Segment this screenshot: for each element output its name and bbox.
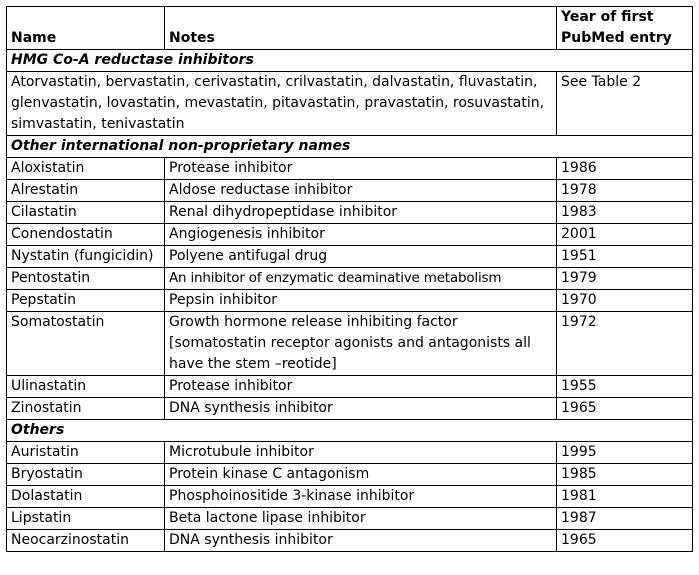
notes-cell: Beta lactone lipase inhibitor: [165, 508, 557, 530]
notes-cell: Protein kinase C antagonism: [165, 464, 557, 486]
name-cell: Conendostatin: [7, 224, 165, 246]
year-cell: 2001: [557, 224, 693, 246]
name-cell: Lipstatin: [7, 508, 165, 530]
table-row: [7, 464, 693, 486]
header-year: Year of first PubMed entry: [557, 7, 693, 50]
year-cell: 1995: [557, 442, 693, 464]
notes-cell: Angiogenesis inhibitor: [165, 224, 557, 246]
table-row: [7, 158, 693, 180]
table-row: [7, 180, 693, 202]
notes-cell: DNA synthesis inhibitor: [165, 398, 557, 420]
table-row: [7, 312, 693, 376]
table-row: [7, 508, 693, 530]
name-cell: Pentostatin: [7, 268, 165, 290]
notes-cell: Polyene antifugal drug: [165, 246, 557, 268]
year-cell: 1970: [557, 290, 693, 312]
header-name: Name: [7, 7, 165, 50]
notes-cell: Protease inhibitor: [165, 376, 557, 398]
year-cell: 1986: [557, 158, 693, 180]
name-cell: Neocarzinostatin: [7, 530, 165, 552]
name-cell: Somatostatin: [7, 312, 165, 376]
notes-cell: Protease inhibitor: [165, 158, 557, 180]
notes-cell: Microtubule inhibitor: [165, 442, 557, 464]
section-heading-row: [7, 50, 693, 72]
table-row: [7, 486, 693, 508]
section-title: HMG Co-A reductase inhibitors: [7, 50, 693, 72]
statin-names-table: [6, 6, 693, 552]
notes-cell: Aldose reductase inhibitor: [165, 180, 557, 202]
year-cell: 1985: [557, 464, 693, 486]
year-cell: 1983: [557, 202, 693, 224]
table-row: [7, 246, 693, 268]
name-cell: Auristatin: [7, 442, 165, 464]
name-cell: Dolastatin: [7, 486, 165, 508]
name-cell: Alrestatin: [7, 180, 165, 202]
section-heading-row: [7, 136, 693, 158]
section-title: Others: [7, 420, 693, 442]
table-row: [7, 72, 693, 136]
table-row: [7, 224, 693, 246]
year-cell: 1965: [557, 398, 693, 420]
name-cell: Pepstatin: [7, 290, 165, 312]
table-row: [7, 442, 693, 464]
year-cell: 1965: [557, 530, 693, 552]
table-row: [7, 398, 693, 420]
notes-cell: Pepsin inhibitor: [165, 290, 557, 312]
name-cell: Aloxistatin: [7, 158, 165, 180]
section-heading-row: [7, 420, 693, 442]
section-title: Other international non-proprietary names: [7, 136, 693, 158]
table-row: [7, 202, 693, 224]
notes-cell: Renal dihydropeptidase inhibitor: [165, 202, 557, 224]
year-cell: 1979: [557, 268, 693, 290]
year-cell: See Table 2: [557, 72, 693, 136]
notes-cell: An inhibitor of enzymatic deaminative metabolism: [165, 268, 557, 290]
table-row: [7, 290, 693, 312]
year-cell: 1978: [557, 180, 693, 202]
merged-names-cell: Atorvastatin, bervastatin, cerivastatin, crilvastatin, dalvastatin, fluvastatin, glenvastatin, lovastatin, mevastatin, pitavastatin, pravastatin, rosuvastatin, simvastatin, tenivastatin: [7, 72, 557, 136]
year-cell: 1987: [557, 508, 693, 530]
name-cell: Cilastatin: [7, 202, 165, 224]
notes-cell: Growth hormone release inhibiting factor [somatostatin receptor agonists and antagonists all have the stem –reotide]: [165, 312, 557, 376]
table-row: [7, 530, 693, 552]
year-cell: 1951: [557, 246, 693, 268]
year-cell: 1955: [557, 376, 693, 398]
table-row: [7, 376, 693, 398]
table-row: [7, 268, 693, 290]
notes-cell: Phosphoinositide 3-kinase inhibitor: [165, 486, 557, 508]
name-cell: Nystatin (fungicidin): [7, 246, 165, 268]
name-cell: Zinostatin: [7, 398, 165, 420]
notes-cell: DNA synthesis inhibitor: [165, 530, 557, 552]
header-notes: Notes: [165, 7, 557, 50]
header-row: [7, 7, 693, 50]
name-cell: Ulinastatin: [7, 376, 165, 398]
year-cell: 1972: [557, 312, 693, 376]
name-cell: Bryostatin: [7, 464, 165, 486]
year-cell: 1981: [557, 486, 693, 508]
